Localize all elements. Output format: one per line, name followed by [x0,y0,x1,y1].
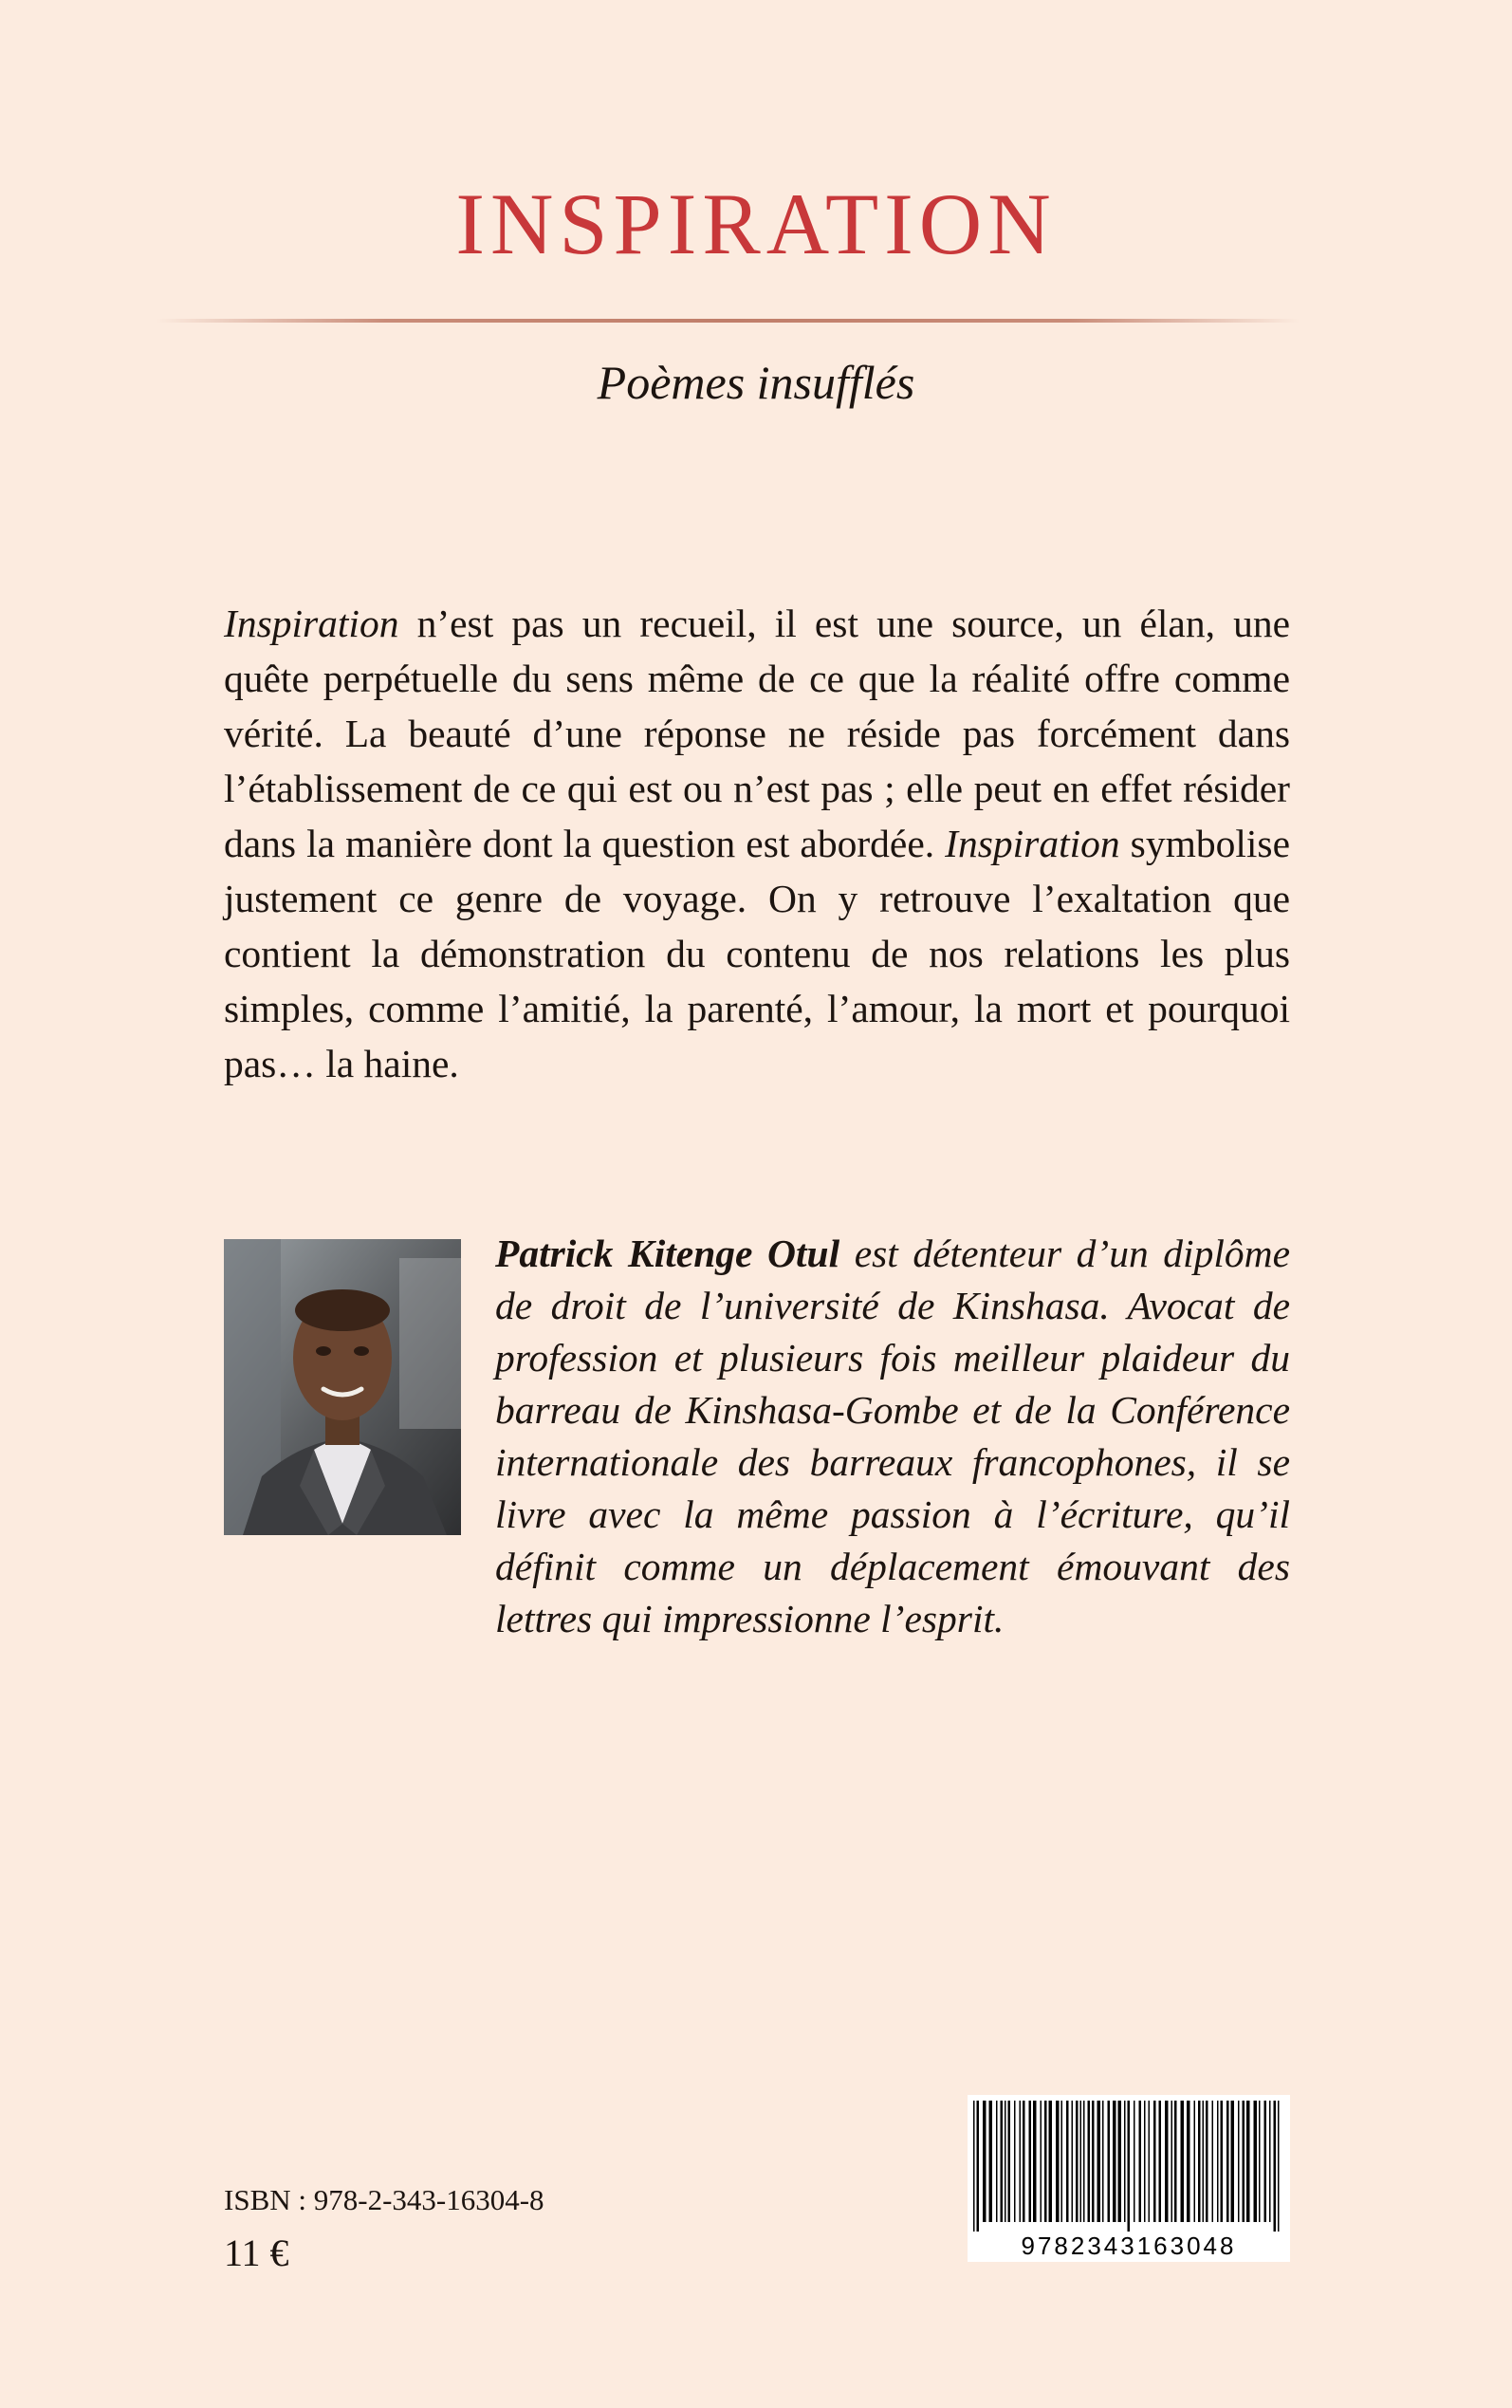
barcode-bar [1134,2101,1135,2222]
barcode-bar [1221,2101,1224,2222]
barcode-bar [977,2101,980,2232]
barcode-bar [1243,2101,1245,2222]
barcode-bar [1049,2101,1053,2222]
barcode-bar [1097,2101,1101,2222]
barcode-bar [1254,2101,1258,2222]
barcode-bar [973,2101,975,2232]
blurb-paragraph [224,596,1290,1091]
author-bio-text: est détenteur d’un diplôme de droit de l’université de Kinshasa. Avocat de profession et plusieurs fois meilleur plaideur du barreau de Kinshasa-Gombe et de la Conférence internationale des barreaux francophones, il se livre avec la même passion à l’écriture, qu’il définit comme un déplacement émouvant des lettres qui impressionne l’esprit. [495,1232,1291,1640]
barcode-bar [1171,2101,1173,2222]
barcode-bar [1174,2101,1177,2222]
barcode-bar [1165,2101,1169,2222]
author-bio-paragraph [495,1228,1290,1645]
barcode-bar [1014,2101,1016,2222]
blurb-title-ref: Inspiration [945,822,1120,865]
barcode-graphic [968,2095,1290,2262]
barcode-bar [1008,2101,1011,2222]
barcode-bar [1061,2101,1063,2222]
barcode-bar [1066,2101,1069,2222]
barcode-bar [1194,2101,1196,2222]
barcode-bar [1231,2101,1235,2222]
back-cover-blurb [224,596,1290,1091]
barcode-bar [1159,2101,1162,2222]
barcode-bar [1083,2101,1085,2222]
barcode-bar [1203,2101,1205,2222]
barcode-bar [1023,2101,1025,2222]
barcode-bar [1217,2101,1219,2222]
title-divider [157,319,1300,323]
barcode-bar [1124,2101,1126,2222]
barcode-bar [1259,2101,1261,2222]
barcode-bar [1076,2101,1079,2222]
barcode-bar [983,2101,986,2222]
barcode-bar [1274,2101,1277,2232]
barcode-bar [1033,2101,1037,2222]
barcode-bar [1056,2101,1060,2222]
barcode-bar [996,2101,998,2222]
barcode-bar [1144,2101,1146,2222]
barcode-bar [1278,2101,1280,2232]
barcode-bar [1206,2101,1208,2222]
barcode-bar [1041,2101,1042,2222]
barcode-bar [1153,2101,1156,2222]
author-bio [495,1228,1290,1645]
barcode-bar [1080,2101,1082,2222]
barcode-bar [989,2101,993,2222]
blurb-text: symbolise justement ce genre de voyage. On y retrouve l’exaltation que contient la démonstration du contenu de nos relations les plus simples, comme l’amitié, la parenté, l’amour, la mort et pourquoi pas… la haine. [224,822,1290,1085]
barcode-bar [1113,2101,1116,2222]
book-subtitle: Poèmes insufflés [597,356,915,409]
blurb-title-ref: Inspiration [224,602,399,645]
barcode-bar [1044,2101,1047,2222]
book-title: INSPIRATION [455,176,1057,272]
author-photo [224,1239,461,1535]
barcode-bar [1187,2101,1190,2222]
blurb-text: n’est pas un recueil, il est une source, un élan, une quête perpétuelle du sens même de ce que la réalité offre comme vérité. La beauté d’une réponse ne réside pas forcément dans l’établissement de ce qui est ou n’est pas ; elle peut en effet résider dans la manière dont la question est abordée. [224,602,1290,865]
barcode-bar [1092,2101,1095,2222]
barcode-bar [1181,2101,1185,2222]
barcode-bar [1118,2101,1122,2222]
barcode-bar [1020,2101,1022,2222]
barcode-bar [1238,2101,1240,2222]
barcode-bar [1072,2101,1074,2222]
price: 11 € [224,2232,289,2274]
barcode-bar [1088,2101,1091,2222]
barcode-bar [1001,2101,1004,2222]
barcode-digits: 9782343163048 [1021,2232,1237,2260]
barcode-bar [1264,2101,1267,2222]
isbn: ISBN : 978-2-343-16304-8 [224,2183,544,2216]
barcode-bar [1102,2101,1104,2222]
barcode-bar [1005,2101,1006,2222]
barcode-bar [1029,2101,1032,2222]
barcode-bar [1128,2101,1131,2232]
barcode-bar [1269,2101,1271,2222]
author-name: Patrick Kitenge Otul [495,1232,840,1275]
barcode-bar [1198,2101,1201,2222]
barcode [968,2095,1290,2262]
barcode-bar [1246,2101,1250,2222]
barcode-bar [1108,2101,1111,2222]
barcode-bar [1212,2101,1214,2222]
barcode-bar [1149,2101,1151,2222]
barcode-bar [1226,2101,1229,2222]
barcode-bar [1139,2101,1142,2222]
